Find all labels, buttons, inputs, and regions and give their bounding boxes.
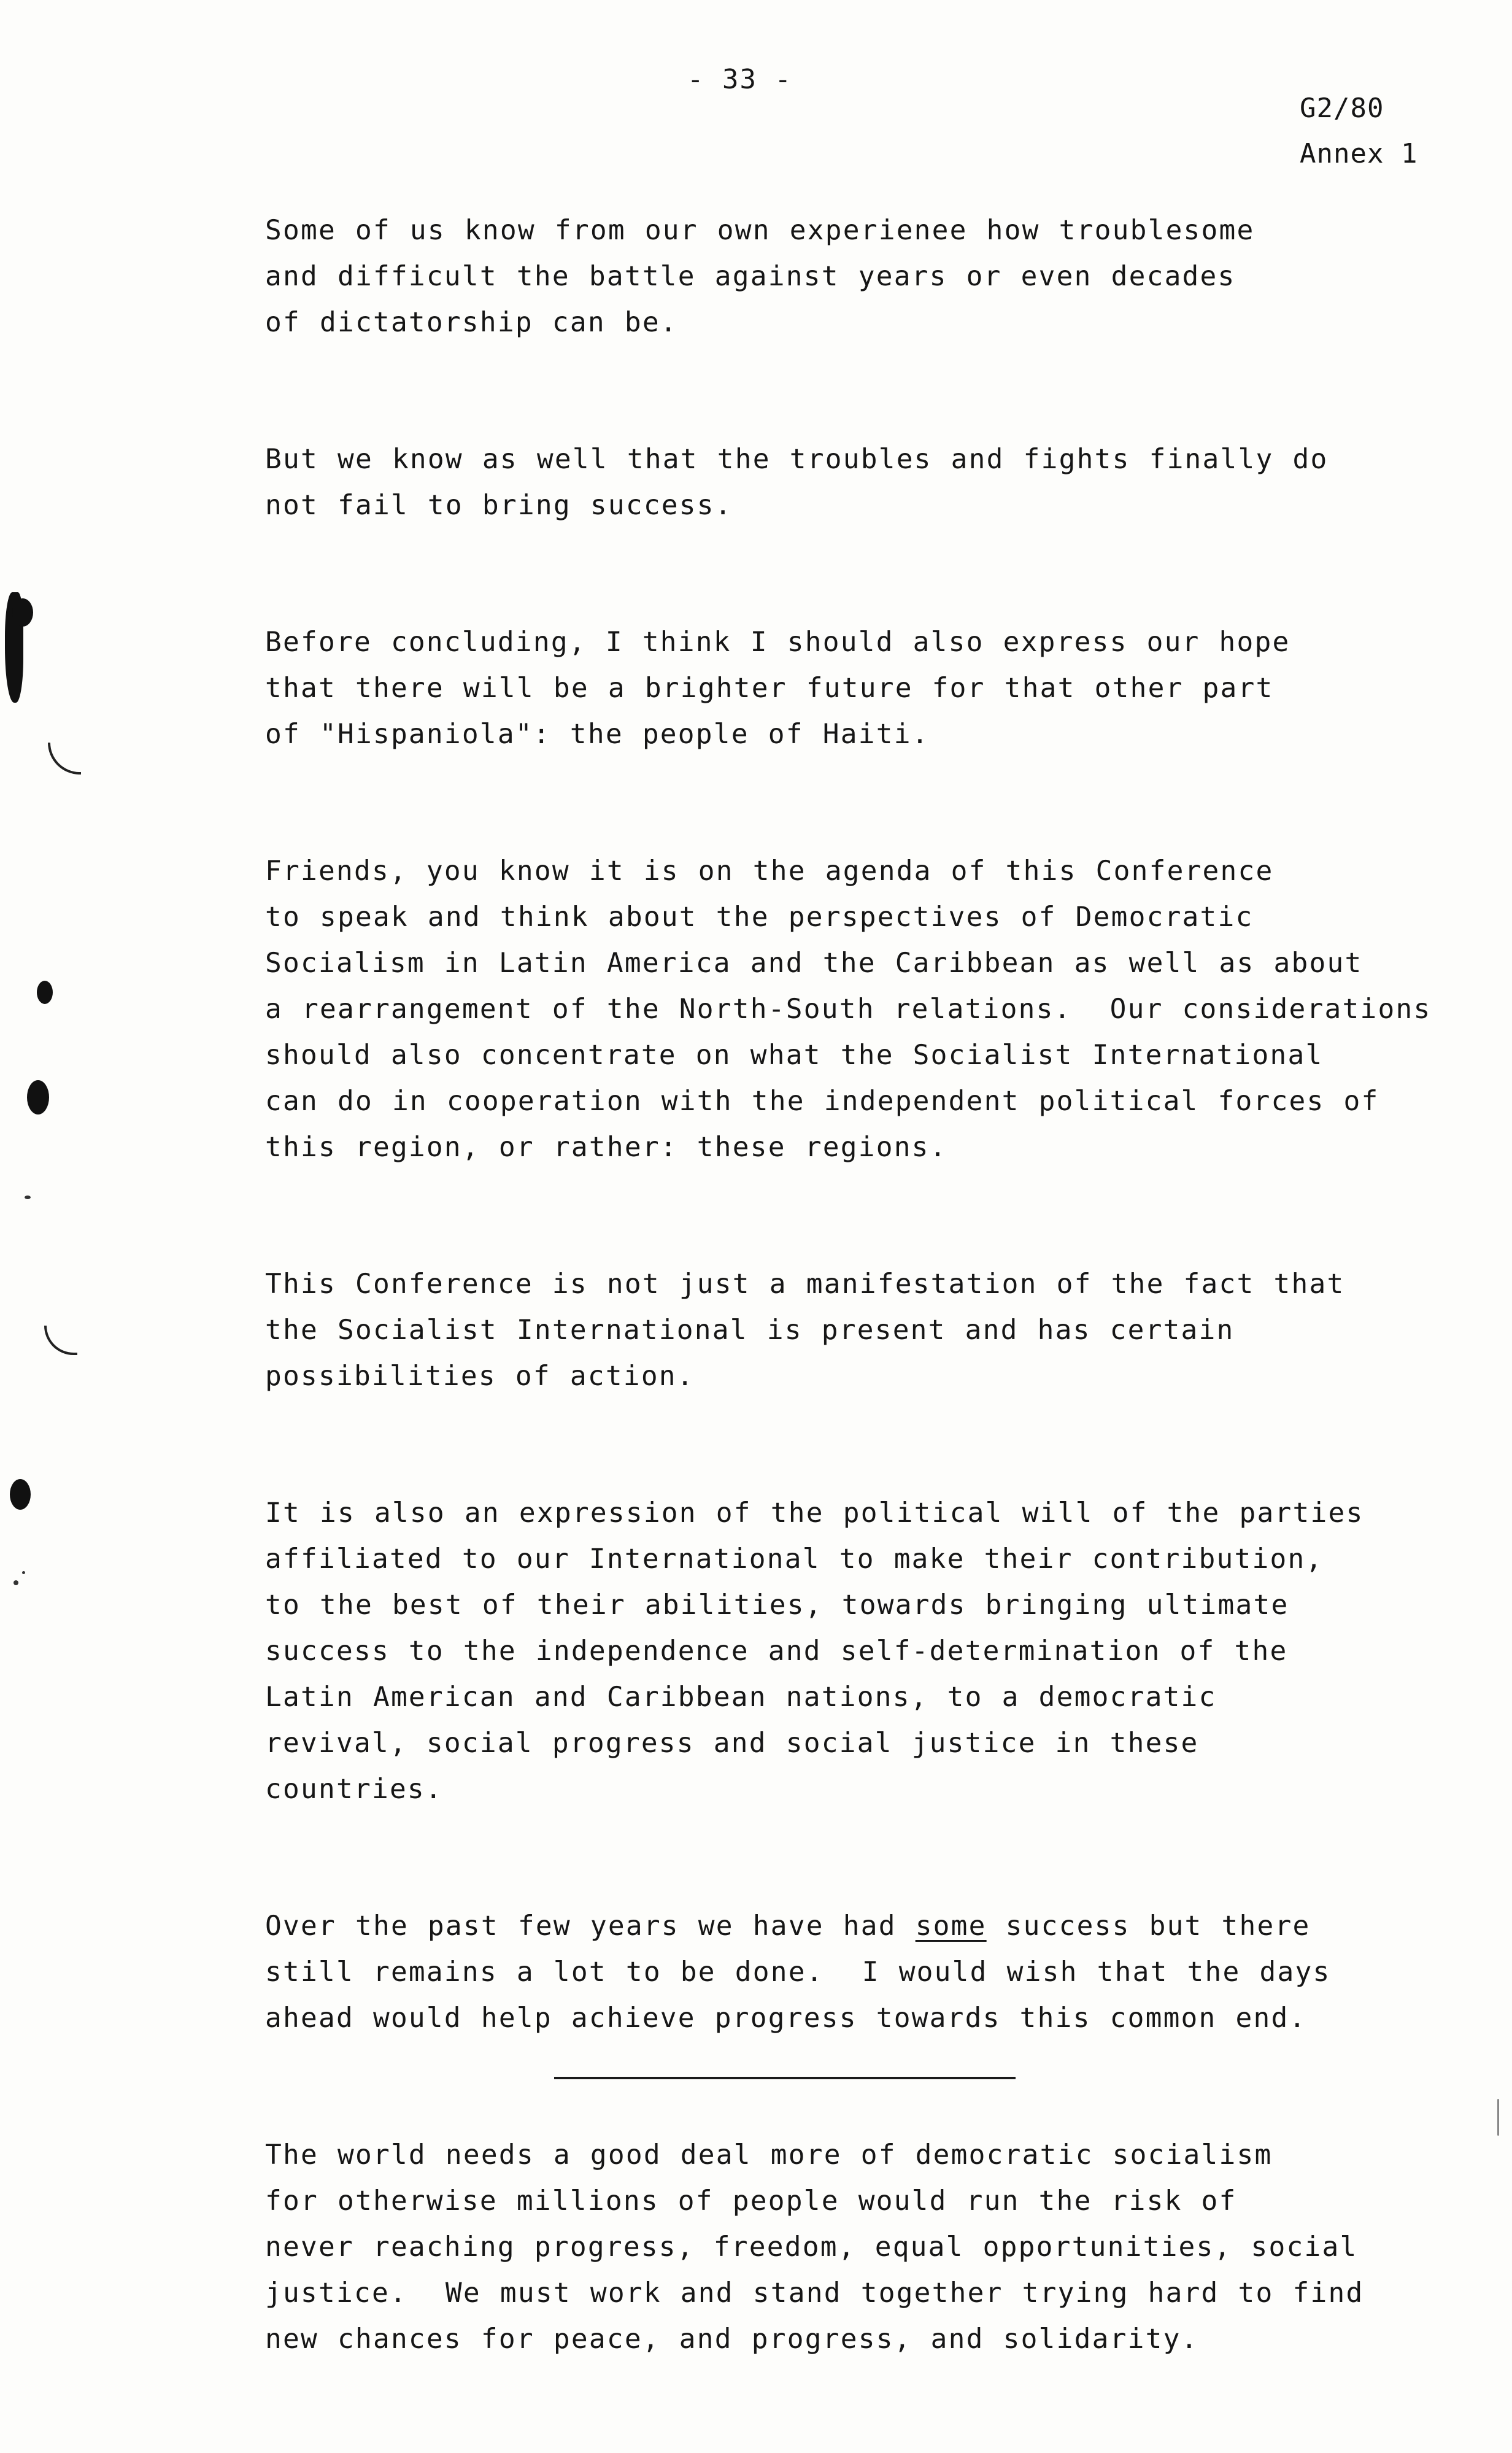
text-line: and difficult the battle against years or even decades xyxy=(265,261,1236,292)
text-line: to speak and think about the perspectives of Democratic xyxy=(265,902,1254,933)
text-line: that there will be a brighter future for that other part xyxy=(265,673,1274,704)
text-line: Socialism in Latin America and the Caribbean as well as about xyxy=(265,948,1363,979)
staple-mark-top xyxy=(12,598,33,627)
paragraph-solidarity xyxy=(265,2132,1486,2362)
text-line: to the best of their abilities, towards bringing ultimate xyxy=(265,1590,1289,1621)
document-reference xyxy=(1300,86,1418,177)
underlined-word: some xyxy=(915,1910,987,1942)
text-line: new chances for peace, and progress, and solidarity. xyxy=(265,2324,1199,2355)
text-line: Latin American and Caribbean nations, to a democratic xyxy=(265,1682,1217,1713)
text-line: for otherwise millions of people would run the risk of xyxy=(265,2185,1237,2217)
text-line: can do in cooperation with the independent political forces of xyxy=(265,1086,1379,1117)
text-line: possibilities of action. xyxy=(265,1361,695,1392)
margin-curl-mark xyxy=(44,1326,77,1355)
paragraph-political-will xyxy=(265,1490,1486,1812)
punch-hole-mark xyxy=(37,981,53,1004)
text-line: justice. We must work and stand together trying hard to find xyxy=(265,2277,1364,2309)
text-fragment: Over the past few years we have had xyxy=(265,1910,916,1942)
text-line: Friends, you know it is on the agenda of this Conference xyxy=(265,856,1274,887)
document-code: G2/80 xyxy=(1300,93,1384,124)
punch-hole-mark xyxy=(27,1080,49,1114)
paragraph-agenda xyxy=(265,848,1486,1170)
margin-speck xyxy=(22,1571,25,1574)
paragraph-progress xyxy=(265,1903,1486,2041)
body-text xyxy=(265,207,1486,2453)
text-line xyxy=(265,1903,1486,1949)
margin-speck xyxy=(14,1580,18,1585)
page-number: - 33 - xyxy=(687,64,792,95)
text-line: the Socialist International is present and has certain xyxy=(265,1315,1235,1346)
annex-label: Annex 1 xyxy=(1300,138,1418,169)
text-line: never reaching progress, freedom, equal opportunities, social xyxy=(265,2231,1358,2263)
text-line: should also concentrate on what the Socialist International xyxy=(265,1040,1324,1071)
paragraph-conference xyxy=(265,1261,1486,1399)
margin-curl-mark xyxy=(48,743,81,775)
text-fragment: success but there xyxy=(986,1910,1311,1942)
margin-speck xyxy=(1497,2099,1499,2136)
end-rule xyxy=(554,2077,1016,2079)
paragraph-dictatorship xyxy=(265,207,1486,346)
text-line: this region, or rather: these regions. xyxy=(265,1132,947,1163)
punch-hole-mark xyxy=(10,1479,31,1510)
text-line: The world needs a good deal more of democratic socialism xyxy=(265,2139,1273,2171)
text-line: Some of us know from our own experienee how troublesome xyxy=(265,215,1255,246)
paragraph-haiti xyxy=(265,619,1486,757)
text-line: ahead would help achieve progress towards this common end. xyxy=(265,2003,1307,2034)
text-line: success to the independence and self-determination of the xyxy=(265,1636,1288,1667)
text-line: of "Hispaniola": the people of Haiti. xyxy=(265,719,930,750)
text-line: countries. xyxy=(265,1774,443,1805)
text-line: not fail to bring success. xyxy=(265,490,733,521)
text-line: Before concluding, I think I should also express our hope xyxy=(265,627,1290,658)
paragraph-success xyxy=(265,436,1486,528)
text-line: revival, social progress and social justice in these xyxy=(265,1728,1199,1759)
text-line: But we know as well that the troubles and fights finally do xyxy=(265,444,1329,475)
margin-speck xyxy=(25,1196,31,1199)
text-line: It is also an expression of the political will of the parties xyxy=(265,1497,1364,1529)
text-line: of dictatorship can be. xyxy=(265,307,678,338)
text-line: affiliated to our International to make their contribution, xyxy=(265,1543,1324,1575)
text-line: a rearrangement of the North-South relations. Our considerations xyxy=(265,994,1432,1025)
text-line: still remains a lot to be done. I would wish that the days xyxy=(265,1957,1331,1988)
text-line: This Conference is not just a manifestation of the fact that xyxy=(265,1269,1345,1300)
